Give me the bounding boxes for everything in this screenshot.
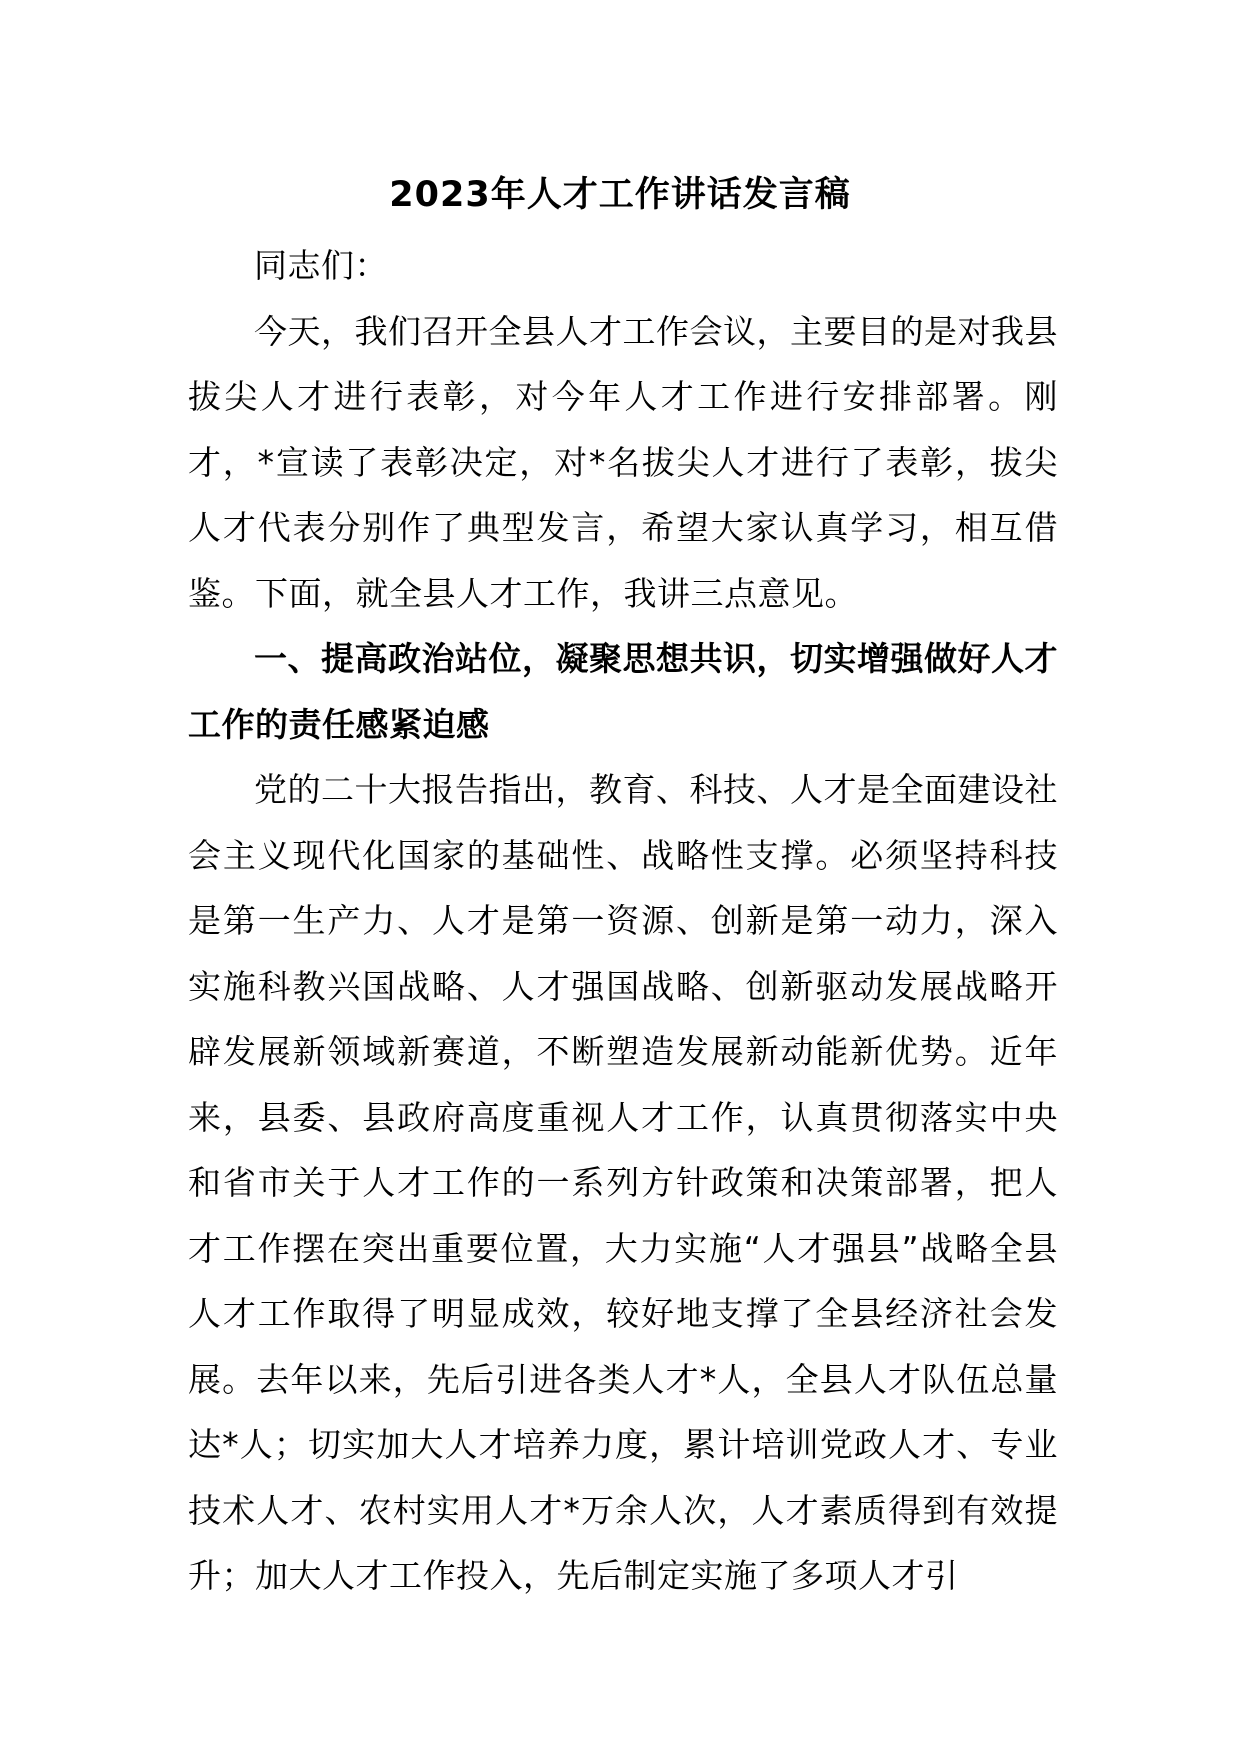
document-title: 2023年人才工作讲话发言稿 xyxy=(389,175,851,215)
section-heading-1: 一、提高政治站位，凝聚思想共识，切实增强做好人才工作的责任感紧迫感 xyxy=(188,639,1058,744)
document-body xyxy=(188,233,1058,1609)
salutation: 同志们： xyxy=(254,246,388,285)
intro-paragraph: 今天，我们召开全县人才工作会议，主要目的是对我县拔尖人才进行表彰，对今年人才工作进行安排部署。刚才，*宣读了表彰决定，对*名拔尖人才进行了表彰，拔尖人才代表分别作了典型发言，希望大家认真学习，相互借鉴。下面，就全县人才工作，我讲三点意见。 xyxy=(188,311,1058,613)
section-1-paragraph: 党的二十大报告指出，教育、科技、人才是全面建设社会主义现代化国家的基础性、战略性支撑。必须坚持科技是第一生产力、人才是第一资源、创新是第一动力，深入实施科教兴国战略、人才强国战略、创新驱动发展战略开辟发展新领域新赛道，不断塑造发展新动能新优势。近年来，县委、县政府高度重视人才工作，认真贯彻落实中央和省市关于人才工作的一系列方针政策和决策部署，把人才工作摆在突出重要位置，大力实施“人才强县”战略全县人才工作取得了明显成效，较好地支撑了全县经济社会发展。去年以来，先后引进各类人才*人，全县人才队伍总量达*人；切实加大人才培养力度，累计培训党政人才、专业技术人才、农村实用人才*万余人次，人才素质得到有效提升；加大人才工作投入，先后制定实施了多项人才引 xyxy=(188,770,1058,1595)
